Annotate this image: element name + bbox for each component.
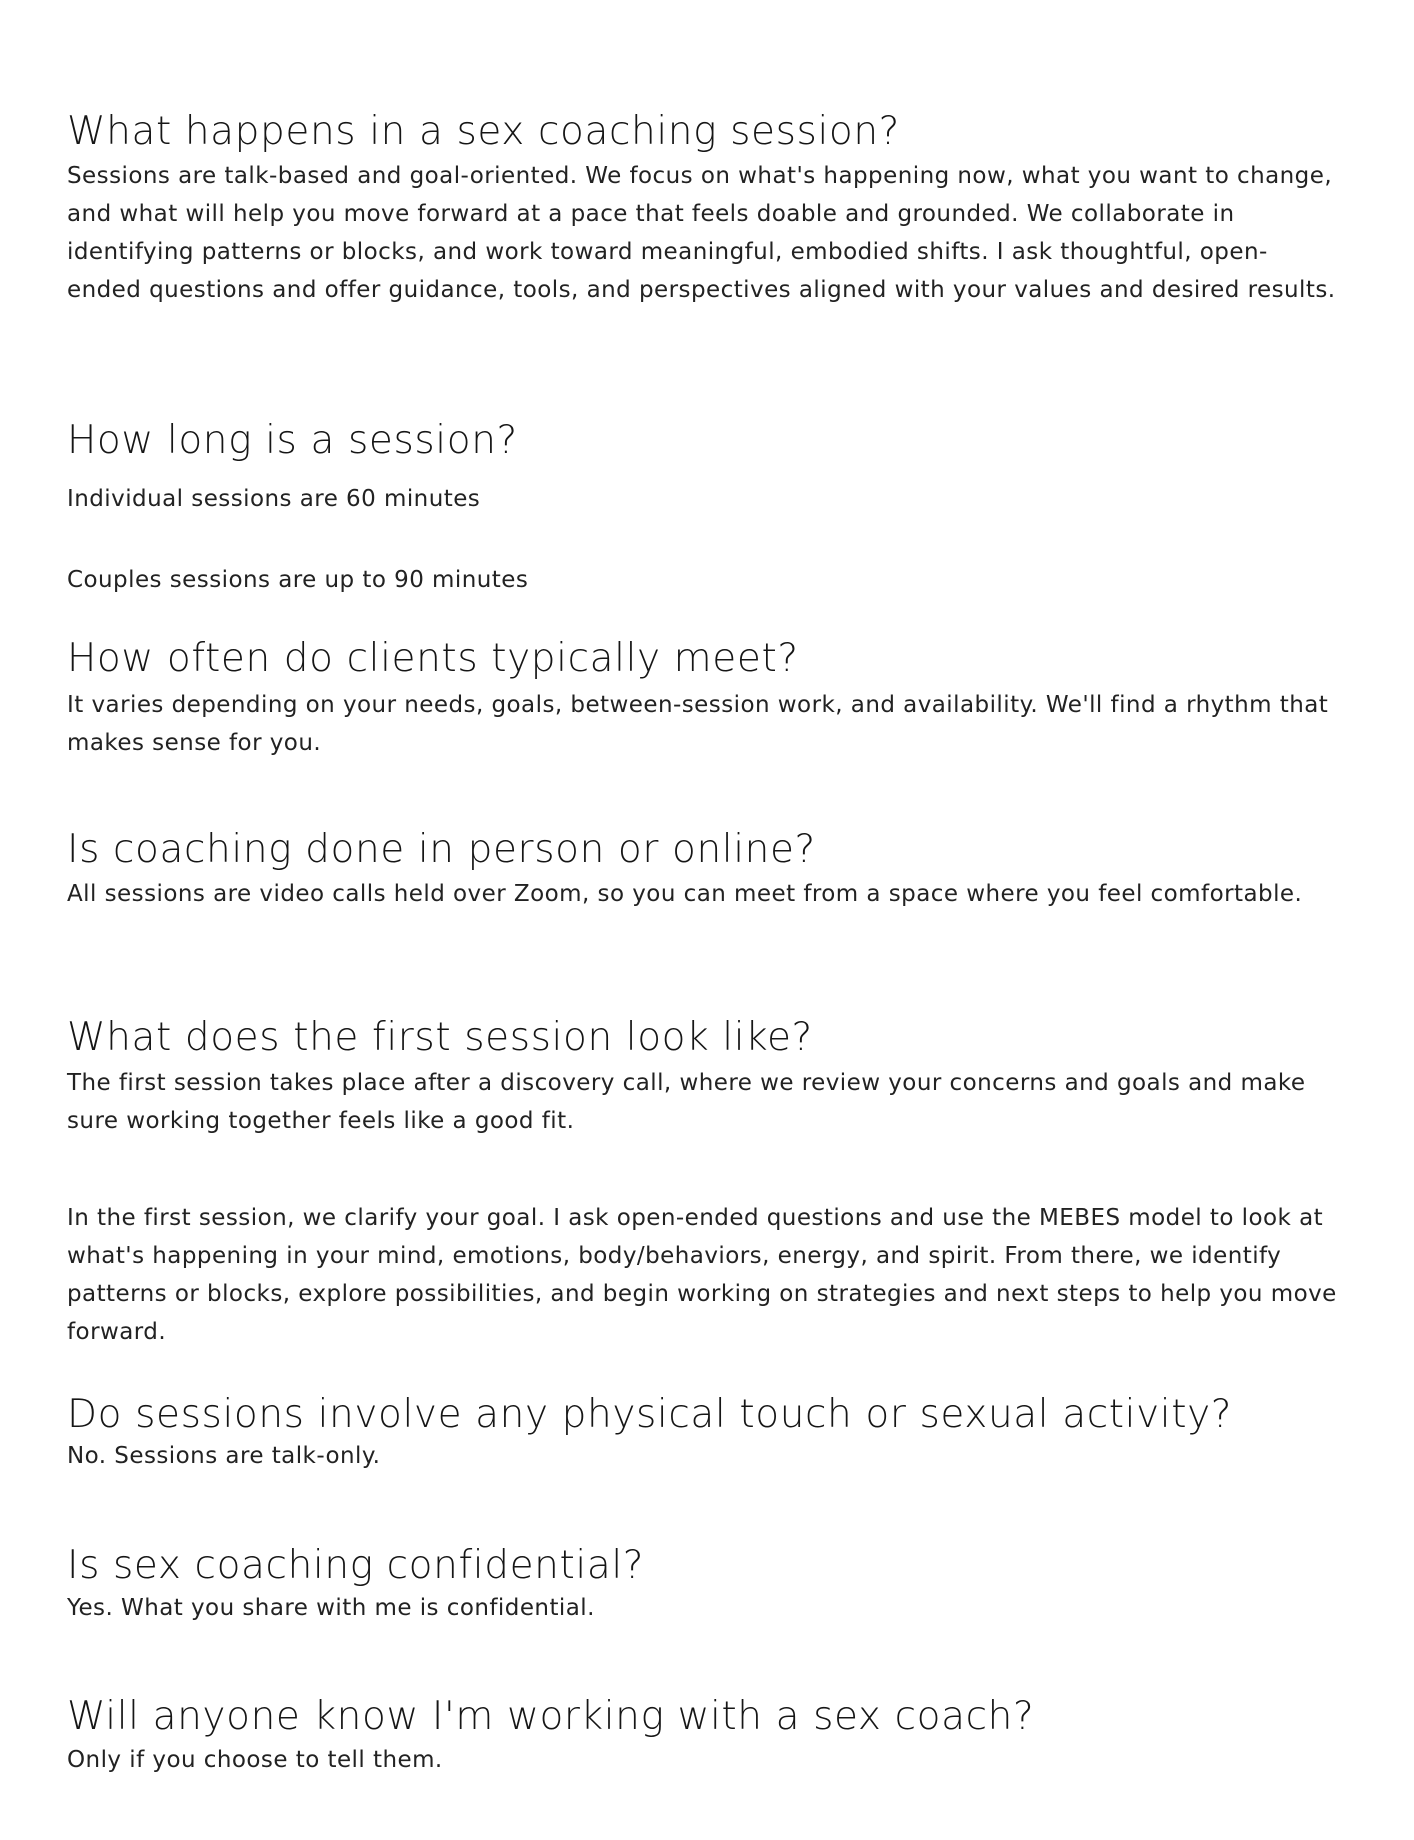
faq-answer-individual-length: Individual sessions are 60 minutes — [67, 486, 481, 512]
faq-answer-first-session-detail: In the first session, we clarify your goal. I ask open-ended questions and use the MEBES model to look at what's happening in your mind, emotions, body/behaviors, energy, and spirit. From there, we identify patterns or blocks, explore possibilities, and begin working on strategies and next steps to help you move forward. — [67, 1205, 1337, 1345]
faq-question-first-session: What does the first session look like? — [67, 1015, 813, 1060]
faq-question-physical-touch: Do sessions involve any physical touch or sexual activity? — [67, 1392, 1233, 1437]
faq-question-anyone-know: Will anyone know I'm working with a sex coach? — [67, 1694, 1035, 1739]
faq-answer-session-content: Sessions are talk-based and goal-oriented. We focus on what's happening now, what you want to change, and what will help you move forward at a pace that feels doable and grounded. We collaborate in identifying patterns or blocks, and work toward meaningful, embodied shifts. I ask thoughtful, open-ended questions and offer guidance, tools, and perspectives aligned with your values and desired results. — [67, 163, 1336, 303]
faq-answer-physical-touch: No. Sessions are talk-only. — [67, 1443, 381, 1469]
faq-question-meeting-frequency: How often do clients typically meet? — [67, 636, 799, 681]
faq-question-session-content: What happens in a sex coaching session? — [67, 109, 900, 154]
faq-question-session-length: How long is a session? — [67, 418, 518, 463]
faq-answer-couples-length: Couples sessions are up to 90 minutes — [67, 567, 529, 593]
faq-question-in-person-or-online: Is coaching done in person or online? — [67, 827, 816, 872]
faq-answer-anyone-know: Only if you choose to tell them. — [67, 1747, 443, 1773]
faq-answer-meeting-frequency: It varies depending on your needs, goals, between-session work, and availability. We'll find a rhythm that makes sense for you. — [67, 692, 1329, 756]
faq-answer-in-person-or-online: All sessions are video calls held over Zoom, so you can meet from a space where you feel comfortable. — [67, 881, 1303, 907]
faq-answer-discovery-call: The first session takes place after a discovery call, where we review your concerns and goals and make sure working together feels like a good fit. — [67, 1070, 1306, 1134]
faq-answer-confidential: Yes. What you share with me is confidential. — [67, 1595, 595, 1621]
faq-question-confidential: Is sex coaching confidential? — [67, 1543, 645, 1588]
